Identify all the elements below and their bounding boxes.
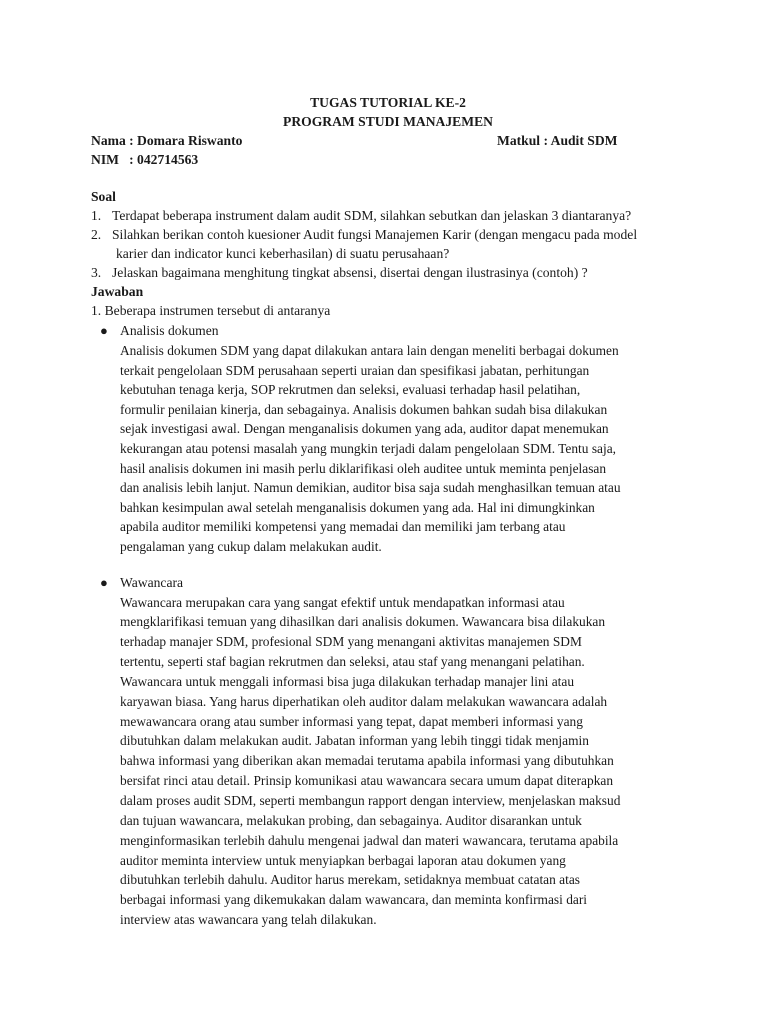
bullet-paragraph [120,341,698,557]
paragraph-line: terhadap manajer SDM, profesional SDM yang menangani aktivitas manajemen SDM [120,634,582,650]
bullet-icon: ● [100,323,108,338]
paragraph-line: mengklarifikasi temuan yang dihasilkan dari analisis dokumen. Wawancara bisa dilakukan [120,614,606,630]
paragraph-line: Analisis dokumen SDM yang dapat dilakukan antara lain dengan meneliti berbagai dokumen [120,343,619,358]
paragraph-line: tertentu, seperti staf bagian rekrutmen dan seleksi, atau staf yang menangani pelatihan. [120,654,585,670]
bullet-icon: ● [100,574,108,590]
question-number: 2. [91,227,102,242]
question-item [91,263,698,282]
answer-bullet [91,572,698,930]
paragraph-line: bahkan kesimpulan awal setelah menganalisis dokumen yang ada. Hal ini dimungkinkan [120,499,595,515]
bullet-title: Wawancara [120,574,184,590]
paragraph-line: apabila auditor memiliki kompetensi yang memadai dan memiliki jam terbang atau [120,519,566,535]
paragraph-line: Wawancara untuk menggali informasi bisa juga dilakukan terhadap manajer lini atau [120,673,575,689]
bullet-paragraph [120,593,698,930]
paragraph-line: hasil analisis dokumen ini masih perlu diklarifikasi oleh auditee untuk meminta penjelasan [120,460,607,476]
document-subtitle: PROGRAM STUDI MANAJEMEN [283,114,493,129]
question-text: Jelaskan bagaimana menghitung tingkat absensi, disertai dengan ilustrasinya (contoh) ? [112,265,588,280]
paragraph-line: menginformasikan terlebih dahulu mengenai jadwal dan materi wawancara, terutama apabila [120,832,619,848]
question-number: 3. [91,265,102,280]
paragraph-line: sejak investigasi awal. Dengan menganalisis dokumen yang ada, auditor dapat menemukan [120,421,609,437]
paragraph-line: terkait pengelolaan SDM perusahaan seperti uraian dan spesifikasi jabatan, perhitungan [120,362,590,378]
paragraph-line: bahwa informasi yang diberikan akan memadai terutama apabila informasi yang dibutuhkan [120,753,614,769]
paragraph-line: dan analisis lebih lanjut. Namun demikian, auditor bisa saja sudah menghasilkan temuan atau [120,480,621,496]
jawaban-heading: Jawaban [91,284,144,299]
paragraph-line: dalam proses audit SDM, seperti membangun rapport dengan interview, menjelaskan maksud [120,792,621,808]
paragraph-line: bersifat rinci atau detail. Prinsip komunikasi atau wawancara secara umum dapat diterapkan [120,773,614,789]
paragraph-line: interview atas wawancara yang telah dilakukan. [120,912,377,928]
jawaban-intro: 1. Beberapa instrumen tersebut di antaranya [91,303,331,318]
paragraph-line: formulir penilaian kinerja, dan sebagainya. Analisis dokumen bahkan sudah bisa dilakukan [120,401,608,417]
question-text: Silahkan berikan contoh kuesioner Audit fungsi Manajemen Karir (dengan mengacu pada model [112,227,638,242]
paragraph-line: kekurangan atau potensi masalah yang mungkin terjadi dalam pengelolaan SDM. Tentu saja, [120,440,616,456]
question-text-continued: karier dan indicator kunci keberhasilan) di suatu perusahaan? [116,246,450,261]
paragraph-line: dibutuhkan dalam melakukan audit. Jabatan informan yang lebih tinggi tidak menjamin [120,733,589,749]
answer-bullet [91,320,698,557]
paragraph-line: dibutuhkan terlebih dahulu. Auditor harus merekam, setidaknya membuat catatan atas [120,872,580,888]
paragraph-line: mewawancara orang atau sumber informasi yang tepat, dapat memberi informasi yang [120,713,583,729]
paragraph-line: karyawan biasa. Yang harus diperhatikan oleh auditor dalam melakukan wawancara adalah [120,693,608,709]
document-title: TUGAS TUTORIAL KE-2 [310,95,466,110]
bullet-title: Analisis dokumen [120,323,219,338]
paragraph-line: berbagai informasi yang dikemukakan dalam wawancara, dan meminta konfirmasi dari [120,892,588,908]
soal-heading: Soal [91,189,116,204]
nim-row [91,150,698,169]
student-name: Nama : Domara Riswanto [91,133,243,148]
paragraph-line: kebutuhan tenaga kerja, SOP rekrutmen dan seleksi, evaluasi terhadap hasil pelatihan, [120,382,581,398]
paragraph-line: dan tujuan wawancara, melakukan probing, dan sebagainya. Auditor disarankan untuk [120,812,582,828]
question-item [91,225,698,263]
question-text: Terdapat beberapa instrument dalam audit SDM, silahkan sebutkan dan jelaskan 3 diantaranya? [112,208,632,223]
paragraph-line: auditor meminta interview untuk menyiapkan berbagai laporan atau dokumen yang [120,852,566,868]
question-number: 1. [91,208,102,223]
question-item [91,206,698,225]
paragraph-line: Wawancara merupakan cara yang sangat efektif untuk mendapatkan informasi atau [120,594,565,610]
name-row [91,131,698,150]
student-nim: NIM : 042714563 [91,152,199,167]
course-name: Matkul : Audit SDM [497,133,618,148]
paragraph-line: pengalaman yang cukup dalam melakukan audit. [120,538,382,554]
